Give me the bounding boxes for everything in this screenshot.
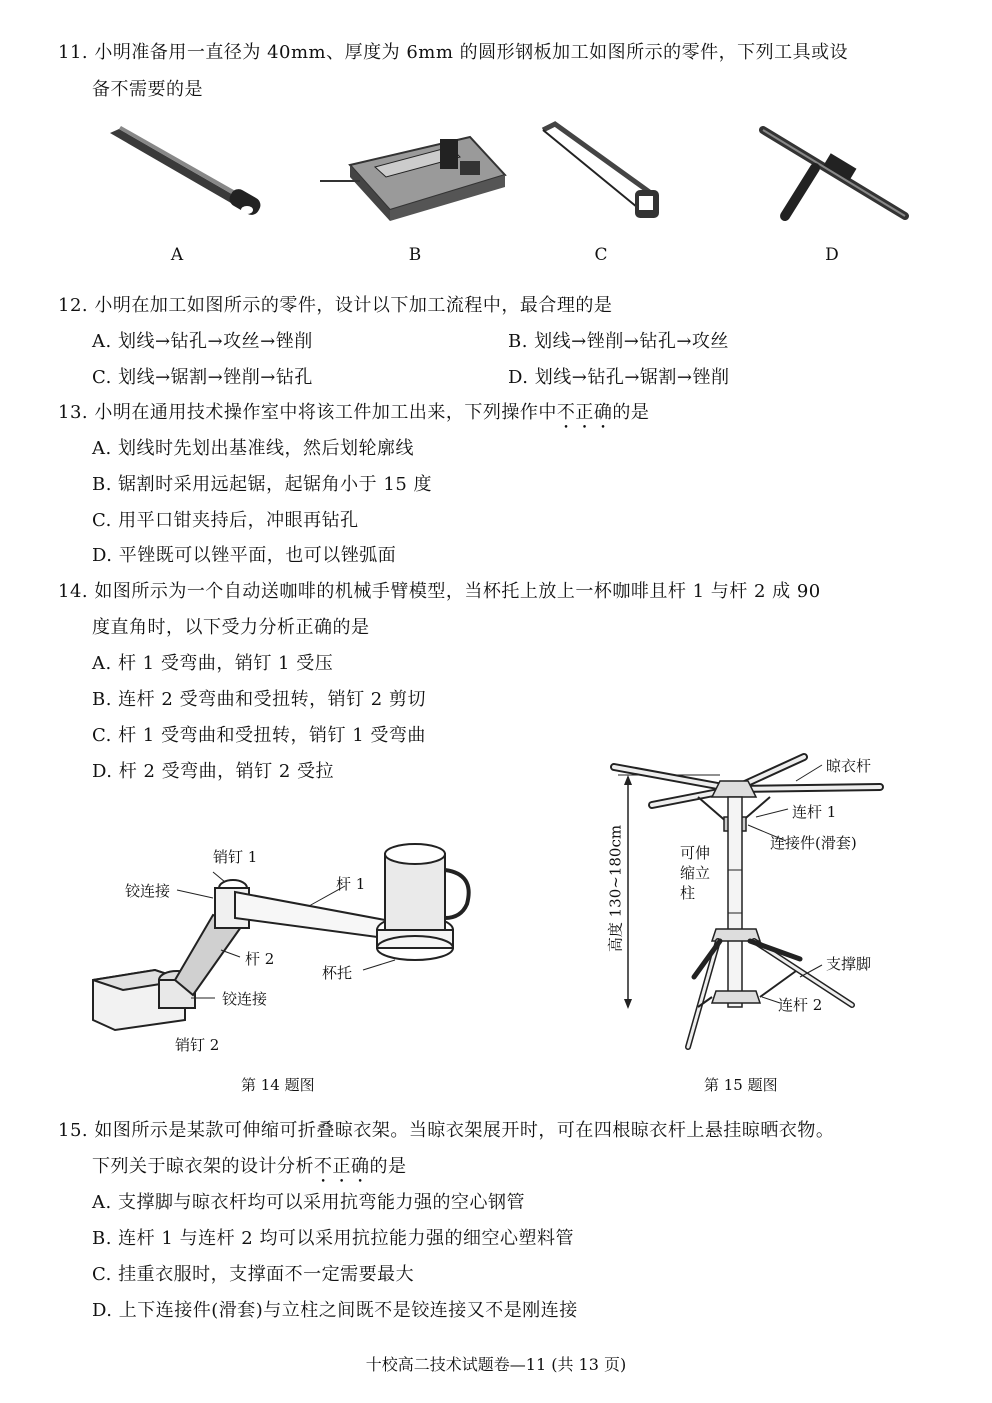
q13-option-a: A. 划线时先划出基准线，然后划轮廓线 [92, 438, 414, 459]
q13-stem-emphasis: 不正确 [556, 402, 613, 423]
fig14-label-rod1: 杆 1 [336, 875, 366, 893]
fig15-label-connector: 连接件(滑套) [770, 834, 857, 852]
q13-stem-pre: 13. 小明在通用技术操作室中将该工件加工出来，下列操作中 [58, 402, 557, 423]
drying-rack-figure [600, 745, 900, 1065]
fig15-label-link1: 连杆 1 [792, 803, 837, 821]
fig14-label-pin2: 销钉 2 [175, 1036, 220, 1054]
q11-stem-line2: 备不需要的是 [92, 79, 203, 100]
q11-label-d: D [825, 245, 839, 265]
q11-stem-line1: 11. 小明准备用一直径为 40mm、厚度为 6mm 的圆形钢板加工如图所示的零件，下列工具或设 [58, 42, 849, 63]
q12-stem: 12. 小明在加工如图所示的零件，设计以下加工流程中，最合理的是 [58, 295, 613, 316]
coffee-arm-figure [85, 830, 505, 1060]
q15-option-a: A. 支撑脚与晾衣杆均可以采用抗弯能力强的空心钢管 [92, 1192, 525, 1213]
q14-option-b: B. 连杆 2 受弯曲和受扭转，销钉 2 剪切 [92, 689, 426, 710]
q14-option-a: A. 杆 1 受弯曲，销钉 1 受压 [92, 653, 334, 674]
page-footer: 十校高二技术试题卷—11 (共 13 页) [365, 1355, 627, 1374]
vise-tool-image [320, 125, 520, 225]
q12-option-b: B. 划线→锉削→钻孔→攻丝 [508, 331, 729, 352]
q12-option-d: D. 划线→钻孔→锯割→锉削 [508, 367, 730, 388]
tap-wrench-tool-image [755, 120, 915, 230]
q15-stem-emphasis: 不正确 [314, 1156, 370, 1177]
q13-option-d: D. 平锉既可以锉平面，也可以锉弧面 [92, 545, 397, 566]
q14-option-c: C. 杆 1 受弯曲和受扭转，销钉 1 受弯曲 [92, 725, 426, 746]
q13-option-c: C. 用平口钳夹持后，冲眼再钻孔 [92, 510, 359, 531]
fig15-label-column-3: 柱 [680, 884, 696, 902]
q15-option-d: D. 上下连接件(滑套)与立柱之间既不是铰连接又不是刚连接 [92, 1300, 578, 1321]
q14-stem-line1: 14. 如图所示为一个自动送咖啡的机械手臂模型，当杯托上放上一杯咖啡且杆 1 与杆 2 成 90 [58, 581, 821, 602]
q11-label-c: C [594, 245, 608, 265]
fig15-label-leg: 支撑脚 [826, 955, 872, 973]
fig14-caption: 第 14 题图 [241, 1076, 315, 1094]
fig15-label-hanger-rod: 晾衣杆 [826, 757, 872, 775]
q15-stem-post: 的是 [369, 1156, 407, 1177]
q13-stem-post: 的是 [612, 402, 650, 423]
q11-label-b: B [408, 245, 422, 265]
fig15-label-height: 高度 130~180cm [606, 824, 625, 953]
fig15-label-column-1: 可伸 [680, 844, 711, 862]
q15-stem-pre: 下列关于晾衣架的设计分析 [92, 1156, 314, 1177]
fig14-label-hinge-top: 铰连接 [125, 882, 171, 900]
q15-option-c: C. 挂重衣服时，支撑面不一定需要最大 [92, 1264, 415, 1285]
fig14-label-cup-holder: 杯托 [322, 964, 353, 982]
fig14-label-hinge-bottom: 铰连接 [222, 990, 268, 1008]
q11-label-a: A [170, 245, 184, 265]
q15-stem-line1: 15. 如图所示是某款可伸缩可折叠晾衣架。当晾衣架展开时，可在四根晾衣杆上悬挂晾晒衣物。 [58, 1120, 835, 1141]
fig14-label-rod2: 杆 2 [245, 950, 275, 968]
q15-option-b: B. 连杆 1 与连杆 2 均可以采用抗拉能力强的细空心塑料管 [92, 1228, 574, 1249]
q12-option-c: C. 划线→锯割→锉削→钻孔 [92, 367, 313, 388]
q14-stem-line2: 度直角时，以下受力分析正确的是 [92, 617, 370, 638]
q15-stem-line2 [92, 1154, 407, 1187]
fig15-label-link2: 连杆 2 [778, 996, 823, 1014]
file-tool-image [105, 125, 265, 225]
fig14-label-pin1: 销钉 1 [213, 848, 258, 866]
hacksaw-tool-image [535, 120, 675, 230]
q12-option-a: A. 划线→钻孔→攻丝→锉削 [92, 331, 313, 352]
q13-option-b: B. 锯割时采用远起锯，起锯角小于 15 度 [92, 474, 433, 495]
q14-option-d: D. 杆 2 受弯曲，销钉 2 受拉 [92, 761, 335, 782]
q13-stem [58, 400, 649, 433]
fig15-label-column-2: 缩立 [680, 864, 711, 882]
fig15-caption: 第 15 题图 [704, 1076, 778, 1094]
